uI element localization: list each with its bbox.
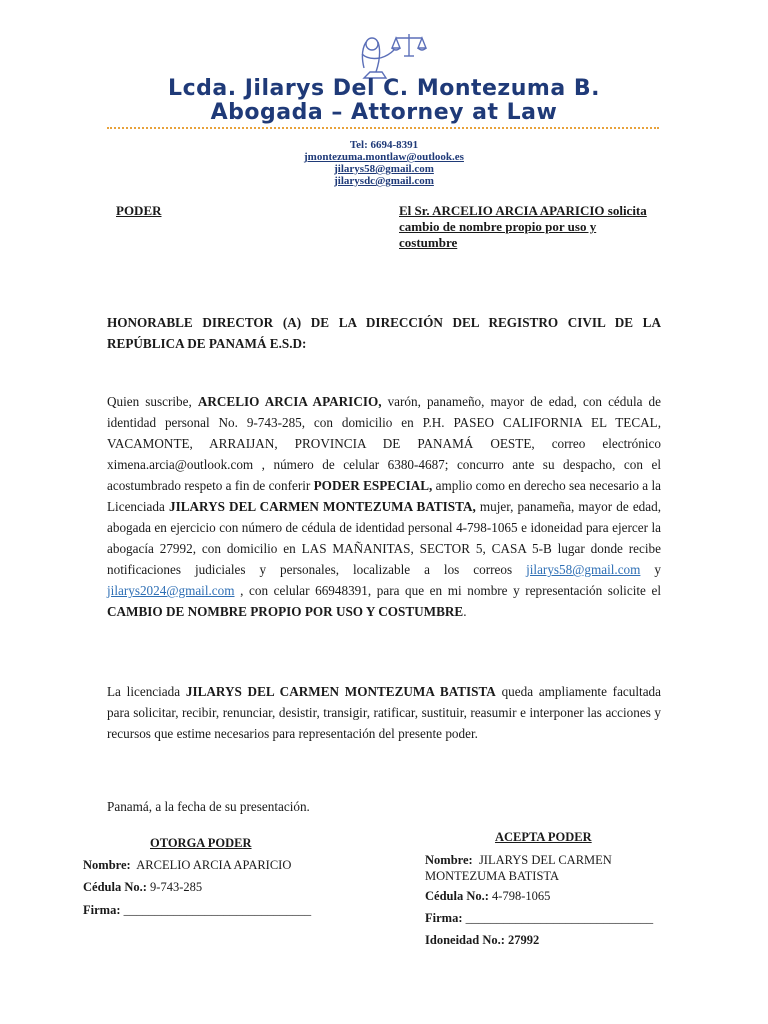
header-divider [107, 127, 659, 129]
document-label: PODER [116, 203, 162, 218]
document-subject: El Sr. ARCELIO ARCIA APARICIO solicita cambio de nombre propio por uso y costumbre [399, 203, 647, 250]
grantor-name-line: Nombre: ARCELIO ARCIA APARICIO [83, 858, 292, 872]
lady-justice-scales-icon [352, 32, 432, 80]
addressee: HONORABLE DIRECTOR (A) DE LA DIRECCIÓN DEL REGISTRO CIVIL DE LA REPÚBLICA DE PANAMÁ E.S.D: [107, 315, 661, 351]
request-type: CAMBIO DE NOMBRE PROPIO POR USO Y COSTUMBRE [107, 604, 464, 619]
grantor-name: ARCELIO ARCIA APARICIO, [197, 394, 382, 409]
grantor-signature-line: Firma: ______________________________ [83, 903, 312, 917]
header-attorney-title: Abogada – Attorney at Law [210, 100, 558, 125]
attorney-license-line: Idoneidad No.: 27992 [425, 933, 540, 947]
header-email-3[interactable]: jilarysdc@gmail.com [334, 175, 434, 187]
attorney-name-line: Nombre: JILARYS DEL CARMEN MONTEZUMA BATISTA [425, 853, 612, 883]
attorney-name: JILARYS DEL CARMEN MONTEZUMA BATISTA, [168, 499, 476, 514]
attorney-email-link-2[interactable]: jilarys2024@gmail.com [107, 583, 235, 598]
paragraph-grant-of-power: Quien suscribe, ARCELIO ARCIA APARICIO, varón, panameño, mayor de edad, con cédula de identidad personal No. 9-743-285, con domicilio en P.H. PASEO CALIFORNIA EL TECAL, VACAMONTE, ARRAIJAN, PROVINCIA DE PANAMÁ OESTE, correo electrónico ximena.arcia@outlook.com , número de celular 6380-4687; concurro ante su despacho, con el acostumbrado respeto a fin de conferir PODER ESPECIAL, amplio como en derecho sea necesario a la Licenciada JILARYS DEL CARMEN MONTEZUMA BATISTA, mujer, panameña, mayor de edad, abogada en ejercicio con número de cédula de identidad personal 4-798-1065 e idoneidad para ejercer la abogacía 27992, con domicilio en LAS MAÑANITAS, SECTOR 5, CASA 5-B lugar donde recibe notificaciones judiciales y personales, localizable a los correos jilarys58@gmail.com y jilarys2024@gmail.com , con celular 66948391, para que en mi nombre y representación solicite el CAMBIO DE NOMBRE PROPIO POR USO Y COSTUMBRE. [107, 394, 662, 619]
power-type: PODER ESPECIAL, [313, 478, 433, 493]
header-phone: Tel: 6694-8391 [349, 139, 419, 151]
header-email-1[interactable]: jmontezuma.montlaw@outlook.es [304, 151, 464, 163]
paragraph-powers: La licenciada JILARYS DEL CARMEN MONTEZUMA BATISTA queda ampliamente facultada para solicitar, recibir, renunciar, desistir, transigir, ratificar, sustituir, reasumir e interponer las acciones y recursos que estime necesarios para representación del presente poder. [107, 684, 661, 741]
attorney-name-2: JILARYS DEL CARMEN MONTEZUMA BATISTA [185, 684, 496, 699]
paragraph-date: Panamá, a la fecha de su presentación. [107, 799, 310, 814]
header-email-2[interactable]: jilarys58@gmail.com [334, 163, 434, 175]
grantor-id-line: Cédula No.: 9-743-285 [83, 880, 203, 894]
attorney-id-line: Cédula No.: 4-798-1065 [425, 889, 551, 903]
grantor-signature-title: OTORGA PODER [150, 836, 252, 850]
attorney-signature-title: ACEPTA PODER [495, 830, 592, 844]
attorney-email-link-1[interactable]: jilarys58@gmail.com [526, 562, 641, 577]
header-attorney-name: Lcda. Jilarys Del C. Montezuma B. [168, 76, 600, 101]
attorney-signature-line: Firma: ______________________________ [425, 911, 654, 925]
